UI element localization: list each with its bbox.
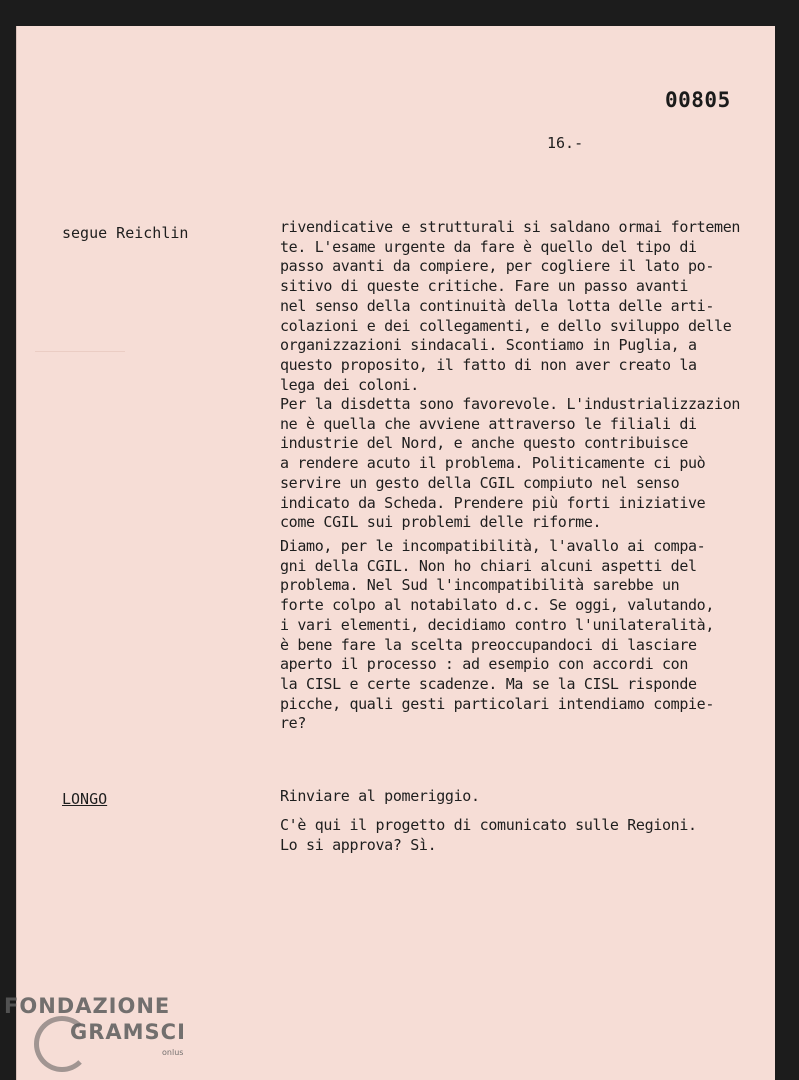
document-page <box>16 26 775 1080</box>
longo-paragraph-1: Rinviare al pomeriggio. <box>280 787 480 805</box>
reichlin-paragraph-1: rivendicative e strutturali si saldano ormai fortemen te. L'esame urgente da fare è quello del tipo di passo avanti da compiere, per cogliere il lato po- sitivo di queste critiche. Fare un passo avanti nel senso della continuità della lotta delle arti- colazioni e dei collegamenti, e dello sviluppo delle organizzazioni sindacali. Scontiamo in Puglia, a questo proposito, il fatto di non aver creato la lega dei coloni. <box>280 218 741 394</box>
bleed-through-decoration <box>35 331 125 352</box>
fondazione-gramsci-watermark <box>0 990 200 1080</box>
watermark-line-3: onlus <box>162 1048 184 1057</box>
longo-paragraph-2: C'è qui il progetto di comunicato sulle Regioni. Lo si approva? Sì. <box>280 816 697 854</box>
watermark-line-1: FONDAZIONE <box>4 994 171 1018</box>
speaker-label-reichlin: segue Reichlin <box>62 224 189 242</box>
sheet-number: 16.- <box>547 134 584 152</box>
speaker-label-longo: LONGO <box>62 790 108 808</box>
reichlin-paragraph-3: Diamo, per le incompatibilità, l'avallo ai compa- gni della CGIL. Non ho chiari alcuni aspetti del problema. Nel Sud l'incompatibilità sarebbe un forte colpo al notabilato d.c. Se oggi, valutando, i vari elementi, decidiamo contro l'unilateralità, è bene fare la scelta preoccupandoci di lasciare aperto il processo : ad esempio con accordi con la CISL e certe scadenze. Ma se la CISL risponde picche, quali gesti particolari intendiamo compie- re? <box>280 537 715 733</box>
reichlin-paragraph-2: Per la disdetta sono favorevole. L'industrializzazion ne è quella che avviene attraverso le filiali di industrie del Nord, e anche questo contribuisce a rendere acuto il problema. Politicamente ci può servire un gesto della CGIL compiuto nel senso indicato da Scheda. Prendere più forti iniziative come CGIL sui problemi delle riforme. <box>280 395 741 532</box>
watermark-line-2: GRAMSCI <box>70 1020 186 1044</box>
page-number: 00805 <box>665 88 731 112</box>
